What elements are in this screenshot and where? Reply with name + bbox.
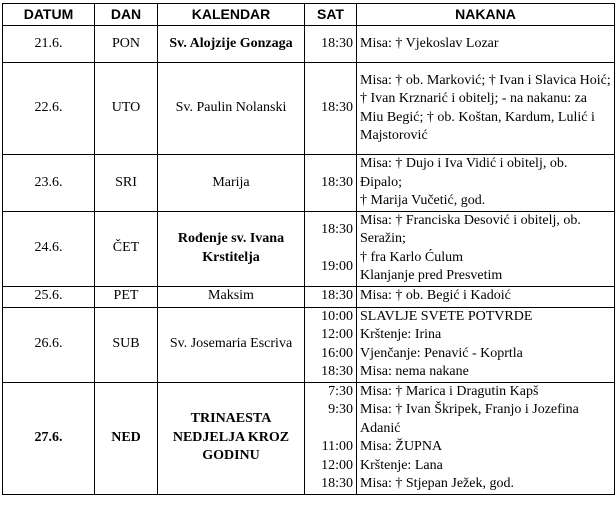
intention-text: Misa: † ob. Marković; † Ivan i Slavica Hoić; † Ivan Krznarić i obitelj; - na nakanu: za Miu Begić; † ob. Koštan, Kardum, Lulić i Majstorović bbox=[360, 72, 611, 143]
calendar-cell: Sv. Paulin Nolanski bbox=[158, 63, 305, 155]
date-cell: 23.6. bbox=[3, 155, 95, 212]
date-cell: 21.6. bbox=[3, 26, 95, 63]
header-kalendar: KALENDAR bbox=[158, 4, 305, 26]
day-cell: PON bbox=[95, 26, 158, 63]
intention-text: † Marija Vučetić, god. bbox=[360, 193, 486, 208]
time-cell bbox=[305, 307, 357, 382]
time-cell bbox=[305, 63, 357, 155]
time-value: 9:30 bbox=[328, 402, 353, 417]
time-cell bbox=[305, 382, 357, 494]
intention-text: Misa: † Marica i Dragutin Kapš bbox=[360, 383, 539, 399]
header-nakana: NAKANA bbox=[357, 4, 615, 26]
table-row bbox=[3, 211, 615, 286]
table-row bbox=[3, 155, 615, 212]
intention-text: Krštenje: Lana bbox=[360, 457, 443, 473]
intention-cell bbox=[357, 382, 615, 494]
time-value: 12:00 bbox=[321, 457, 353, 473]
intention-text: Misa: nema nakane bbox=[360, 364, 469, 379]
time-value: 18:30 bbox=[321, 364, 353, 379]
intention-text: Krštenje: Irina bbox=[360, 327, 442, 342]
intention-cell bbox=[357, 26, 615, 63]
intention-text: Vjenčanje: Penavić - Koprtla bbox=[360, 345, 523, 361]
time-value: 7:30 bbox=[328, 383, 353, 399]
time-cell bbox=[305, 286, 357, 307]
calendar-cell: Maksim bbox=[158, 286, 305, 307]
header-sat: SAT bbox=[305, 4, 357, 26]
mass-schedule-table bbox=[2, 3, 615, 495]
header-datum: DATUM bbox=[3, 4, 95, 26]
time-value: 18:30 bbox=[321, 288, 353, 304]
time-value: 10:00 bbox=[321, 308, 353, 324]
calendar-cell: Sv. Josemaria Escriva bbox=[158, 307, 305, 382]
date-cell: 22.6. bbox=[3, 63, 95, 155]
intention-cell bbox=[357, 286, 615, 307]
date-cell: 24.6. bbox=[3, 211, 95, 286]
date-cell: 25.6. bbox=[3, 286, 95, 307]
day-cell: SRI bbox=[95, 155, 158, 212]
time-value: 11:00 bbox=[321, 439, 353, 454]
table-row bbox=[3, 63, 615, 155]
intention-text: Misa: † ob. Begić i Kadoić bbox=[360, 288, 511, 304]
time-value: 18:30 bbox=[321, 476, 353, 491]
date-cell: 27.6. bbox=[3, 382, 95, 494]
time-value: 18:30 bbox=[321, 100, 353, 116]
intention-text: Misa: † Stjepan Ježek, god. bbox=[360, 476, 514, 491]
intention-text: SLAVLJE SVETE POTVRDE bbox=[360, 308, 533, 324]
day-cell: PET bbox=[95, 286, 158, 307]
time-cell bbox=[305, 155, 357, 212]
day-cell: NED bbox=[95, 382, 158, 494]
table-row bbox=[3, 307, 615, 382]
day-cell: ČET bbox=[95, 211, 158, 286]
intention-text: Misa: † Franciska Desović i obitelj, ob. Seražin; bbox=[360, 212, 581, 246]
header-row bbox=[3, 4, 615, 26]
table-row bbox=[3, 26, 615, 63]
intention-text: Misa: † Ivan Škripek, Franjo i Jozefina Adanić bbox=[360, 402, 579, 436]
calendar-cell: Rođenje sv. Ivana Krstitelja bbox=[158, 211, 305, 286]
intention-text: Misa: ŽUPNA bbox=[360, 439, 443, 454]
time-cell bbox=[305, 26, 357, 63]
intention-text: † fra Karlo Ćulum bbox=[360, 249, 464, 265]
time-value: 18:30 bbox=[321, 221, 353, 237]
intention-cell bbox=[357, 307, 615, 382]
table-row bbox=[3, 382, 615, 494]
intention-cell bbox=[357, 211, 615, 286]
time-value: 19:00 bbox=[321, 258, 353, 274]
time-value: 18:30 bbox=[321, 35, 353, 51]
time-value: 12:00 bbox=[321, 327, 353, 342]
intention-text: Misa: † Vjekoslav Lozar bbox=[360, 35, 499, 51]
intention-cell bbox=[357, 155, 615, 212]
table-row bbox=[3, 286, 615, 307]
time-cell bbox=[305, 211, 357, 286]
intention-cell bbox=[357, 63, 615, 155]
intention-text: Misa: † Dujo i Iva Vidić i obitelj, ob. Đipalo; bbox=[360, 156, 568, 190]
time-value: 16:00 bbox=[321, 345, 353, 361]
calendar-cell: Sv. Alojzije Gonzaga bbox=[158, 26, 305, 63]
time-value: 18:30 bbox=[321, 174, 353, 190]
day-cell: SUB bbox=[95, 307, 158, 382]
calendar-cell: Marija bbox=[158, 155, 305, 212]
date-cell: 26.6. bbox=[3, 307, 95, 382]
header-dan: DAN bbox=[95, 4, 158, 26]
intention-text: Klanjanje pred Presvetim bbox=[360, 268, 503, 283]
day-cell: UTO bbox=[95, 63, 158, 155]
calendar-cell: TRINAESTA NEDJELJA KROZ GODINU bbox=[158, 382, 305, 494]
